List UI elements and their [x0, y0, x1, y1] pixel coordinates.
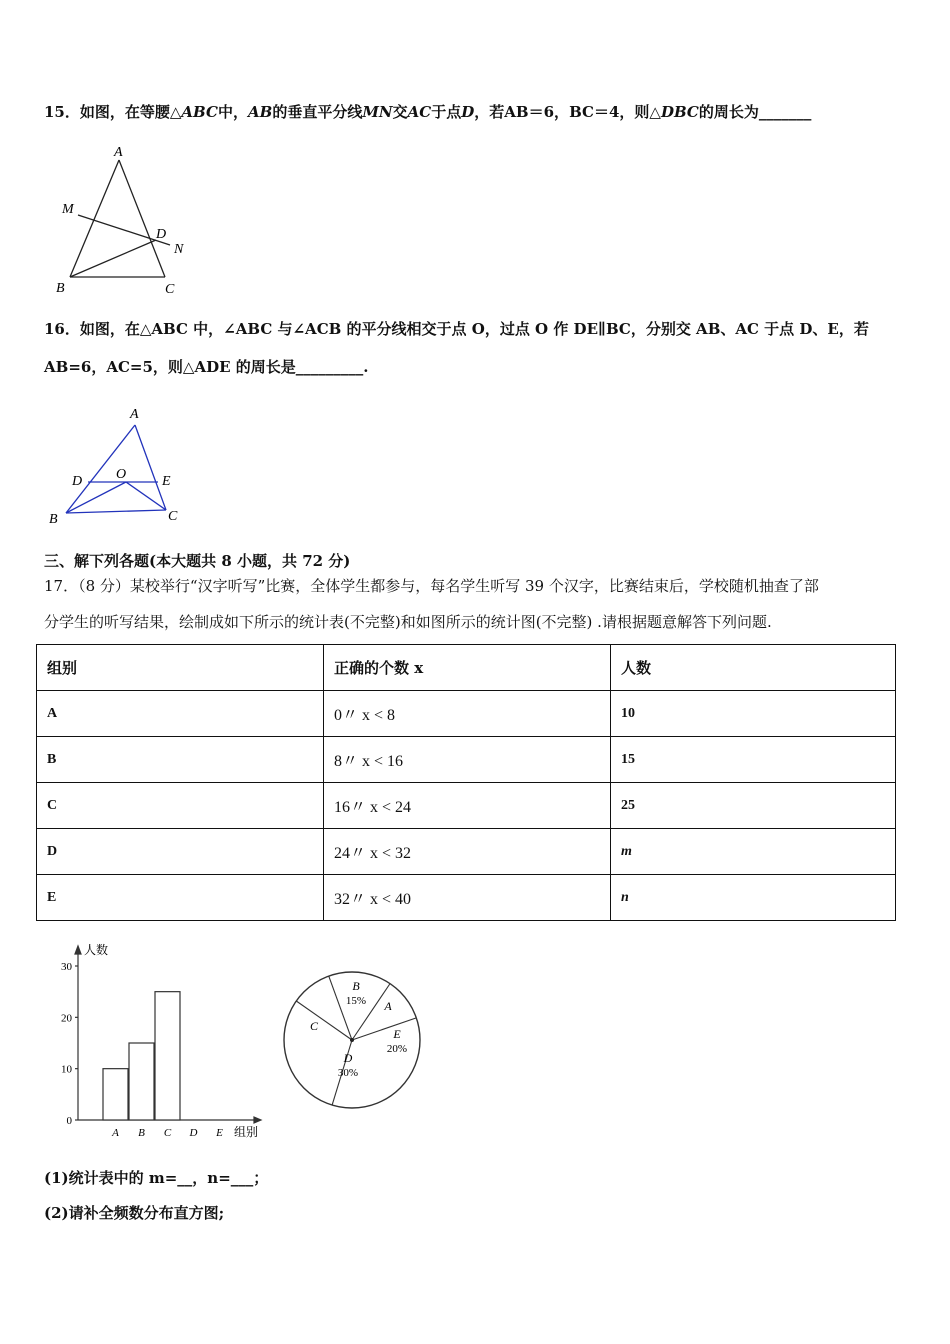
q15-t3: 的垂直平分线 — [272, 103, 363, 121]
q15-t7: 则△ — [634, 103, 661, 121]
q16-line2: AB=6，AC=5，则△ADE 的周长是_________. — [44, 358, 369, 376]
label-c: C — [168, 509, 178, 524]
table-row — [37, 691, 896, 737]
cell-group: E — [37, 875, 324, 921]
bar-C — [155, 992, 180, 1120]
line-co — [126, 482, 166, 510]
pie-label-E: E — [393, 1027, 401, 1041]
q15-ac: AC — [407, 103, 432, 121]
table-row — [37, 829, 896, 875]
pie-percent-D: 30% — [337, 1067, 359, 1079]
q15-t8: 的周长为 — [698, 103, 759, 121]
q15-t1: 如图，在等腰△ — [79, 103, 182, 121]
cell-range: 8〃 x < 16 — [324, 737, 611, 783]
header-range: 正确的个数 x — [324, 645, 611, 691]
q15-abc: ABC — [181, 103, 218, 121]
label-e: E — [162, 474, 171, 489]
histogram-chart — [40, 940, 270, 1145]
x-tick-label: A — [112, 1127, 119, 1139]
pie-label-B: B — [352, 979, 360, 993]
q15-t4: 交 — [392, 103, 408, 121]
label-m: M — [62, 202, 74, 217]
y-tick-label: 30 — [61, 961, 72, 973]
edge-ac — [135, 425, 166, 510]
label-b: B — [56, 281, 65, 296]
cell-range: 16〃 x < 24 — [324, 783, 611, 829]
q15-text — [44, 102, 811, 122]
pie-label-D: D — [343, 1051, 353, 1065]
label-n: N — [174, 242, 184, 257]
q15-figure — [50, 140, 200, 300]
q15-ab-eq: AB＝6， — [504, 103, 570, 121]
q16-line1: 16．如图，在△ABC 中，∠ABC 与∠ACB 的平分线相交于点 O，过点 O 作 DE∥BC，分别交 AB、AC 于点 D、E，若 — [44, 320, 869, 338]
label-c: C — [165, 282, 175, 297]
x-tick-label: E — [216, 1127, 223, 1139]
header-count: 人数 — [611, 645, 896, 691]
label-b: B — [49, 512, 58, 527]
bar-B — [129, 1043, 154, 1120]
cell-count: 25 — [611, 783, 896, 829]
cell-range: 32〃 x < 40 — [324, 875, 611, 921]
x-axis-arrow — [254, 1117, 261, 1123]
y-tick-label: 20 — [61, 1012, 72, 1025]
pie-label-C: C — [309, 1019, 319, 1033]
q15-blank: _______ — [758, 103, 812, 121]
cell-group: D — [37, 829, 324, 875]
cell-group: A — [37, 691, 324, 737]
q17-sub2: (2)请补全频数分布直方图; — [44, 1204, 225, 1222]
q15-t5: 于点 — [431, 103, 462, 121]
q17-line2: 分学生的听写结果，绘制成如下所示的统计表(不完整)和如图所示的统计图(不完整) .请根据题意解答下列问题. — [44, 613, 772, 631]
label-a: A — [114, 145, 123, 160]
label-a: A — [130, 407, 139, 422]
pie-label-A: A — [384, 999, 392, 1013]
y-axis-arrow — [75, 946, 81, 954]
q17-line1: 17．（8 分）某校举行“汉字听写”比赛，全体学生都参与，每名学生听写 39 个汉字，比赛结束后，学校随机抽查了部 — [44, 577, 819, 595]
cell-range: 0〃 x < 8 — [324, 691, 611, 737]
q15-d: D — [461, 103, 475, 121]
table-header-row — [37, 645, 896, 691]
table-row — [37, 783, 896, 829]
q17-table — [36, 644, 896, 921]
q15-bc-eq: BC＝4， — [569, 103, 635, 121]
pie-chart — [280, 968, 430, 1118]
x-tick-label: C — [163, 1127, 172, 1139]
cell-count: 10 — [611, 691, 896, 737]
y-tick-label: 0 — [66, 1115, 72, 1127]
header-group: 组别 — [37, 645, 324, 691]
cell-count: n — [611, 875, 896, 921]
label-d: D — [72, 474, 83, 489]
q17-sub1: (1)统计表中的 m=__，n=___； — [44, 1169, 269, 1187]
cell-count: 15 — [611, 737, 896, 783]
y-axis-label: 人数 — [84, 943, 109, 957]
pie-percent-B: 15% — [345, 995, 367, 1007]
pie-center — [350, 1038, 354, 1042]
edge-ac — [119, 160, 165, 277]
pie-percent-E: 20% — [386, 1043, 408, 1055]
bar-A — [103, 1069, 128, 1120]
edge-bc — [66, 510, 166, 513]
q16-figure — [42, 398, 192, 533]
q15-number: 15． — [44, 103, 80, 121]
q15-ab: AB — [247, 103, 273, 121]
table-row — [37, 737, 896, 783]
label-d: D — [156, 227, 167, 242]
q15-t6: ，若 — [474, 103, 505, 121]
cell-range: 24〃 x < 32 — [324, 829, 611, 875]
x-axis-label: 组别 — [234, 1125, 259, 1139]
cell-count: m — [611, 829, 896, 875]
x-tick-label: D — [189, 1127, 198, 1139]
cell-group: C — [37, 783, 324, 829]
x-tick-label: B — [138, 1127, 145, 1139]
q15-dbc: DBC — [660, 103, 699, 121]
table-row — [37, 875, 896, 921]
q15-t2: 中， — [217, 103, 248, 121]
cell-group: B — [37, 737, 324, 783]
q15-mn: MN — [362, 103, 393, 121]
label-o: O — [116, 467, 127, 482]
section3-title: 三、解下列各题(本大题共 8 小题，共 72 分) — [44, 552, 351, 570]
y-tick-label: 10 — [61, 1063, 72, 1076]
